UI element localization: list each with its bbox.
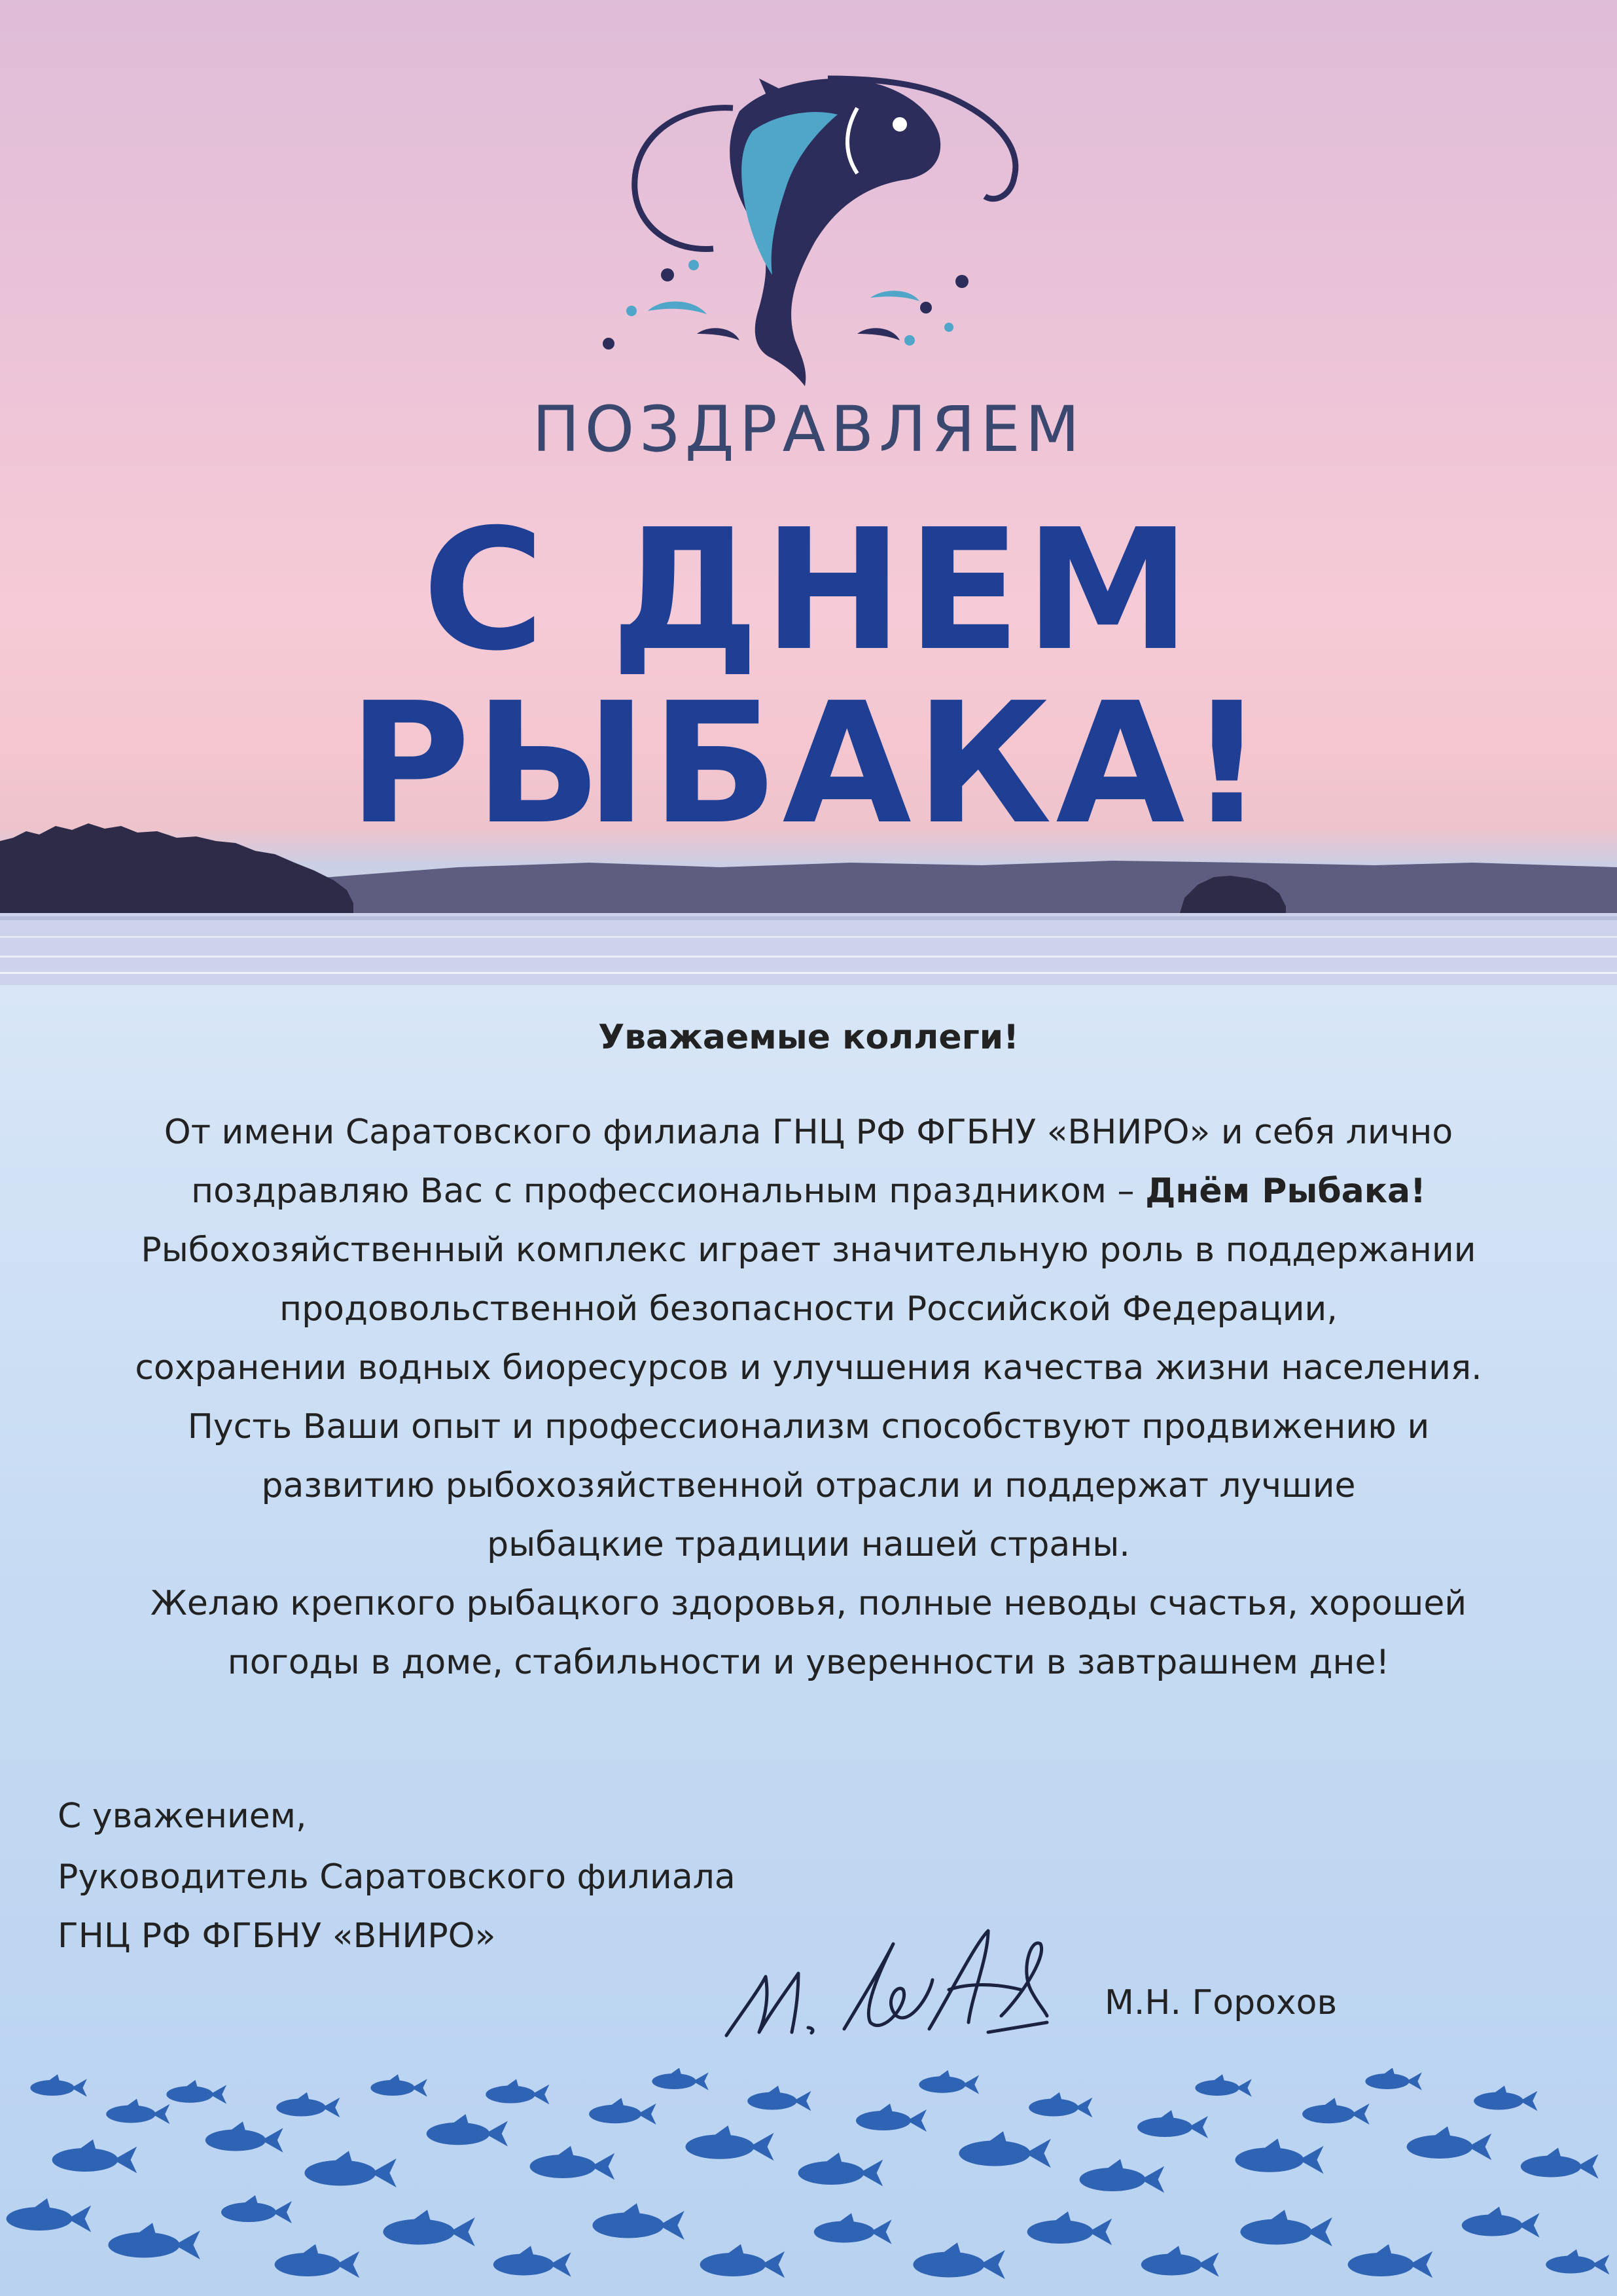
hero-banner	[0, 0, 1617, 985]
holiday-name: Днём Рыбака!	[1145, 1172, 1426, 1211]
water	[0, 913, 1617, 985]
hero-title-line1: С ДНЕМ	[422, 493, 1195, 688]
hero-subtitle: ПОЗДРАВЛЯЕМ	[532, 393, 1085, 466]
signer-name: М.Н. Горохов	[1105, 1983, 1338, 2022]
paragraph-line: Желаю крепкого рыбацкого здоровья, полные неводы счастья, хорошей	[150, 1584, 1467, 1623]
signer-position-line1: Руководитель Саратовского филиала	[58, 1857, 736, 1897]
paragraph-line: От имени Саратовского филиала ГНЦ РФ ФГБНУ «ВНИРО» и себя лично	[164, 1113, 1453, 1152]
paragraph-line: поздравляю Вас с профессиональным праздником – Днём Рыбака!	[191, 1172, 1426, 1211]
paragraph-line: Пусть Ваши опыт и профессионализм способствуют продвижению и	[187, 1407, 1430, 1446]
closing-regards: С уважением,	[58, 1797, 307, 1836]
signature-icon	[713, 1918, 1054, 2055]
paragraph-line: погоды в доме, стабильности и уверенности в завтрашнем дне!	[227, 1643, 1390, 1682]
greeting: Уважаемые коллеги!	[598, 1018, 1019, 1057]
jumping-fish-icon	[603, 79, 1016, 386]
paragraph-line: рыбацкие традиции нашей страны.	[487, 1525, 1130, 1564]
hero-title-line2: РЫБАКА!	[348, 667, 1269, 861]
paragraph-line: развитию рыбохозяйственной отрасли и поддержат лучшие	[261, 1466, 1356, 1505]
paragraph-line: Рыбохозяйственный комплекс играет значительную роль в поддержании	[141, 1230, 1476, 1270]
paragraph-line: продовольственной безопасности Российской Федерации,	[279, 1289, 1338, 1329]
distant-hills	[288, 861, 1617, 913]
fish-school-icon	[0, 2068, 1617, 2296]
paragraph-line: сохранении водных биоресурсов и улучшения качества жизни населения.	[135, 1348, 1482, 1388]
signer-position-line2: ГНЦ РФ ФГБНУ «ВНИРО»	[58, 1916, 496, 1956]
